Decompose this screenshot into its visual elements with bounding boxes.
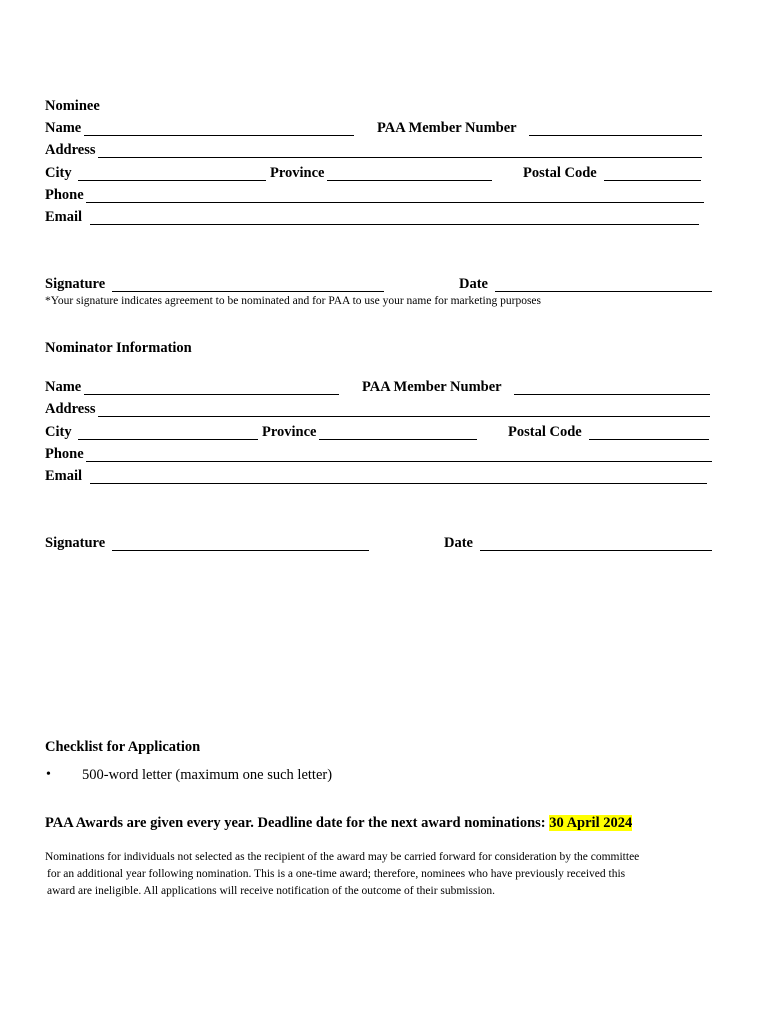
nominee-postal-code-label: Postal Code [523,165,597,181]
deadline-text: PAA Awards are given every year. Deadline date for the next award nominations: [45,815,546,831]
nominator-signature-field[interactable] [112,550,369,551]
nominator-province-field[interactable] [319,439,477,440]
nominator-name-label: Name [45,379,82,395]
nominee-date-field[interactable] [495,291,712,292]
nominator-city-label: City [45,424,72,440]
nominator-name-field[interactable] [84,394,339,395]
nominator-postal-code-label: Postal Code [508,424,582,440]
nominator-city-field[interactable] [78,439,258,440]
nominee-province-label: Province [270,165,325,181]
nominee-member-number-field[interactable] [529,135,702,136]
nominator-email-label: Email [45,468,83,484]
nominee-signature-field[interactable] [112,291,384,292]
nominee-member-number-label: PAA Member Number [377,120,517,136]
nominee-phone-label: Phone [45,187,84,203]
nominator-phone-label: Phone [45,446,84,462]
nominee-date-label: Date [459,276,488,292]
nominator-phone-field[interactable] [86,461,712,462]
nominee-name-field[interactable] [84,135,354,136]
nominator-member-number-label: PAA Member Number [362,379,502,395]
checklist-item: 500-word letter (maximum one such letter) [82,767,333,783]
nominee-email-field[interactable] [90,224,699,225]
deadline-statement [45,815,632,832]
nominator-date-label: Date [444,535,473,551]
checklist-heading: Checklist for Application [45,739,201,755]
nominee-signature-label: Signature [45,276,106,292]
nominee-city-label: City [45,165,72,181]
footer-paragraph [45,849,639,900]
nominator-member-number-field[interactable] [514,394,710,395]
nominator-address-field[interactable] [98,416,710,417]
nominator-signature-label: Signature [45,535,106,551]
nominee-email-label: Email [45,209,83,225]
nominee-city-field[interactable] [78,180,266,181]
nominee-province-field[interactable] [327,180,492,181]
footer-line: for an additional year following nomination. This is a one-time award; therefore, nominees who have previously received this [47,868,626,880]
nominator-heading: Nominator Information [45,340,192,356]
signature-consent-note: *Your signature indicates agreement to be nominated and for PAA to use your name for marketing purposes [45,295,541,307]
nominator-postal-code-field[interactable] [589,439,709,440]
nominee-phone-field[interactable] [86,202,704,203]
footer-line: award are ineligible. All applications will receive notification of the outcome of their submission. [47,885,496,897]
nominee-heading: Nominee [45,98,100,114]
nominee-postal-code-field[interactable] [604,180,701,181]
nominator-email-field[interactable] [90,483,707,484]
nominator-date-field[interactable] [480,550,712,551]
nominee-address-label: Address [45,142,96,158]
nominee-address-field[interactable] [98,157,702,158]
footer-line: Nominations for individuals not selected as the recipient of the award may be carried forward for consideration by the committee [45,851,640,863]
nominator-address-label: Address [45,401,96,417]
bullet-icon: • [46,767,51,782]
nominator-province-label: Province [262,424,317,440]
nominee-name-label: Name [45,120,82,136]
deadline-date: 30 April 2024 [549,815,633,831]
